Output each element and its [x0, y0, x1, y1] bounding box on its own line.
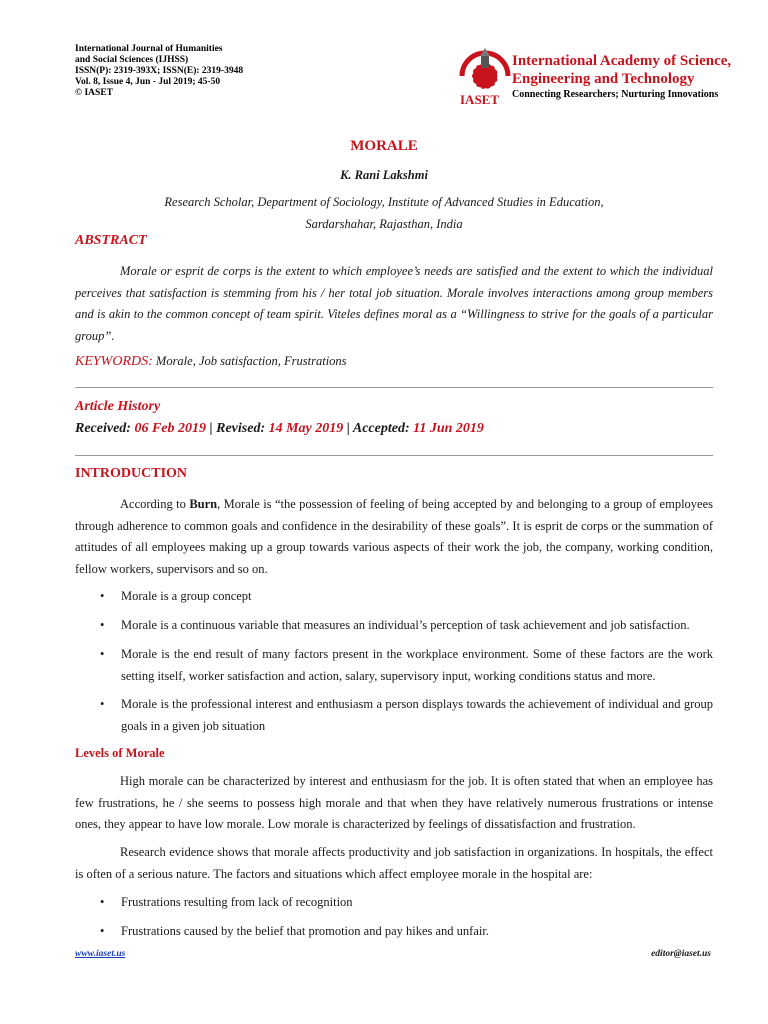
- intro-text-start: According to: [120, 497, 190, 511]
- levels-paragraph-1: High morale can be characterized by interest and enthusiasm for the job. It is often stated that when an employee has few frustrations, he / she seems to possess high morale and that when they have relatively numerous frustrations or intense ones, they appear to have low morale. Low morale is characterized by feelings of dissatisfaction and frustration.: [75, 774, 713, 831]
- revised-date: 14 May 2019: [268, 421, 344, 436]
- bullet-icon: •: [100, 895, 105, 909]
- publisher-tagline: Connecting Researchers; Nurturing Innovations: [512, 89, 719, 100]
- intro-author-bold: Burn: [189, 497, 218, 511]
- list-item-text: Morale is a continuous variable that measures an individual’s perception of task achievement and job satisfaction.: [121, 618, 690, 632]
- author-affiliation: [0, 191, 768, 235]
- affiliation-line2: Sardarshahar, Rajasthan, India: [305, 217, 463, 231]
- levels-heading: Levels of Morale: [75, 746, 165, 760]
- list-item-text: Frustrations caused by the belief that promotion and pay hikes and unfair.: [121, 924, 489, 938]
- article-dates: [75, 421, 484, 437]
- abstract-text: Morale or esprit de corps is the extent to which employee’s needs are satisfied and the extent to which the individual perceives that satisfaction is stemming from his / her total job situation. Morale involves interactions among group members and is akin to the common concept of team spirit. Viteles defines moral as a “Willingness to strive for the goals of a particular group”.: [75, 264, 713, 343]
- list-item-text: Morale is the end result of many factors present in the workplace environment. Some of these factors are the work setting itself, worker satisfaction and action, salary, supervisory input, working conditions status and more.: [121, 647, 713, 683]
- footer-email: editor@iaset.us: [651, 949, 711, 959]
- journal-copyright: © IASET: [75, 88, 113, 98]
- list-item-text: Morale is the professional interest and enthusiasm a person displays towards the achievement of individual and group goals in a given job situation: [121, 697, 713, 733]
- list-item: [100, 921, 713, 943]
- list-item-text: Frustrations resulting from lack of recognition: [121, 895, 353, 909]
- publisher-name-line2: Engineering and Technology: [512, 71, 695, 87]
- levels-paragraph-2: Research evidence shows that morale affects productivity and job satisfaction in organizations. In hospitals, the effect is often of a serious nature. The factors and situations which affect employee morale in the hospital are:: [75, 845, 713, 881]
- bullet-icon: •: [100, 924, 105, 938]
- accepted-label: Accepted:: [352, 421, 410, 436]
- journal-volume: Vol. 8, Issue 4, Jun - Jul 2019; 45-50: [75, 77, 221, 87]
- bullet-icon: •: [100, 697, 105, 711]
- publisher-block: [512, 52, 731, 102]
- bullet-icon: •: [100, 647, 105, 661]
- list-item: [100, 892, 713, 914]
- separator: |: [206, 421, 217, 436]
- received-label: Received:: [75, 421, 131, 436]
- journal-info: [75, 44, 243, 99]
- separator: |: [343, 421, 353, 436]
- received-date: 06 Feb 2019: [134, 421, 207, 436]
- intro-paragraph: [75, 494, 713, 580]
- abstract-heading: ABSTRACT: [75, 233, 147, 248]
- article-author: K. Rani Lakshmi: [340, 168, 428, 182]
- journal-issn: ISSN(P): 2319-393X; ISSN(E): 2319-3948: [75, 66, 244, 76]
- journal-name-line2: and Social Sciences (IJHSS): [75, 55, 189, 65]
- affiliation-line1: Research Scholar, Department of Sociology, Institute of Advanced Studies in Education,: [164, 195, 604, 209]
- logo-wordmark: IASET: [460, 92, 500, 107]
- divider: [75, 387, 713, 388]
- publisher-name-line1: International Academy of Science,: [512, 53, 732, 69]
- bullet-icon: •: [100, 618, 105, 632]
- bullet-icon: •: [100, 589, 105, 603]
- list-item: [100, 615, 713, 637]
- divider: [75, 455, 713, 456]
- keywords-label: KEYWORDS:: [75, 354, 153, 369]
- journal-name-line1: International Journal of Humanities: [75, 44, 223, 54]
- list-item: [100, 644, 713, 687]
- keywords-text: Morale, Job satisfaction, Frustrations: [152, 354, 347, 368]
- revised-label: Revised:: [216, 421, 266, 436]
- intro-text-rest: , Morale is “the possession of feeling of being accepted by and belonging to a group of employees through adherence to common goals and confidence in the desirability of these goals”. It is esprit de corps or the summation of attitudes of all employees making up a group towards various aspects of their work the job, the company, working condition, fellow workers, supervisors and so on.: [75, 497, 713, 576]
- article-history-heading: Article History: [75, 399, 161, 414]
- keywords: [75, 354, 347, 370]
- article-title: MORALE: [350, 138, 418, 154]
- list-item: [100, 694, 713, 737]
- introduction-heading: INTRODUCTION: [75, 466, 188, 481]
- footer-website-link[interactable]: www.iaset.us: [75, 949, 126, 959]
- accepted-date: 11 Jun 2019: [413, 421, 484, 436]
- list-item: [100, 586, 713, 608]
- list-item-text: Morale is a group concept: [121, 589, 252, 603]
